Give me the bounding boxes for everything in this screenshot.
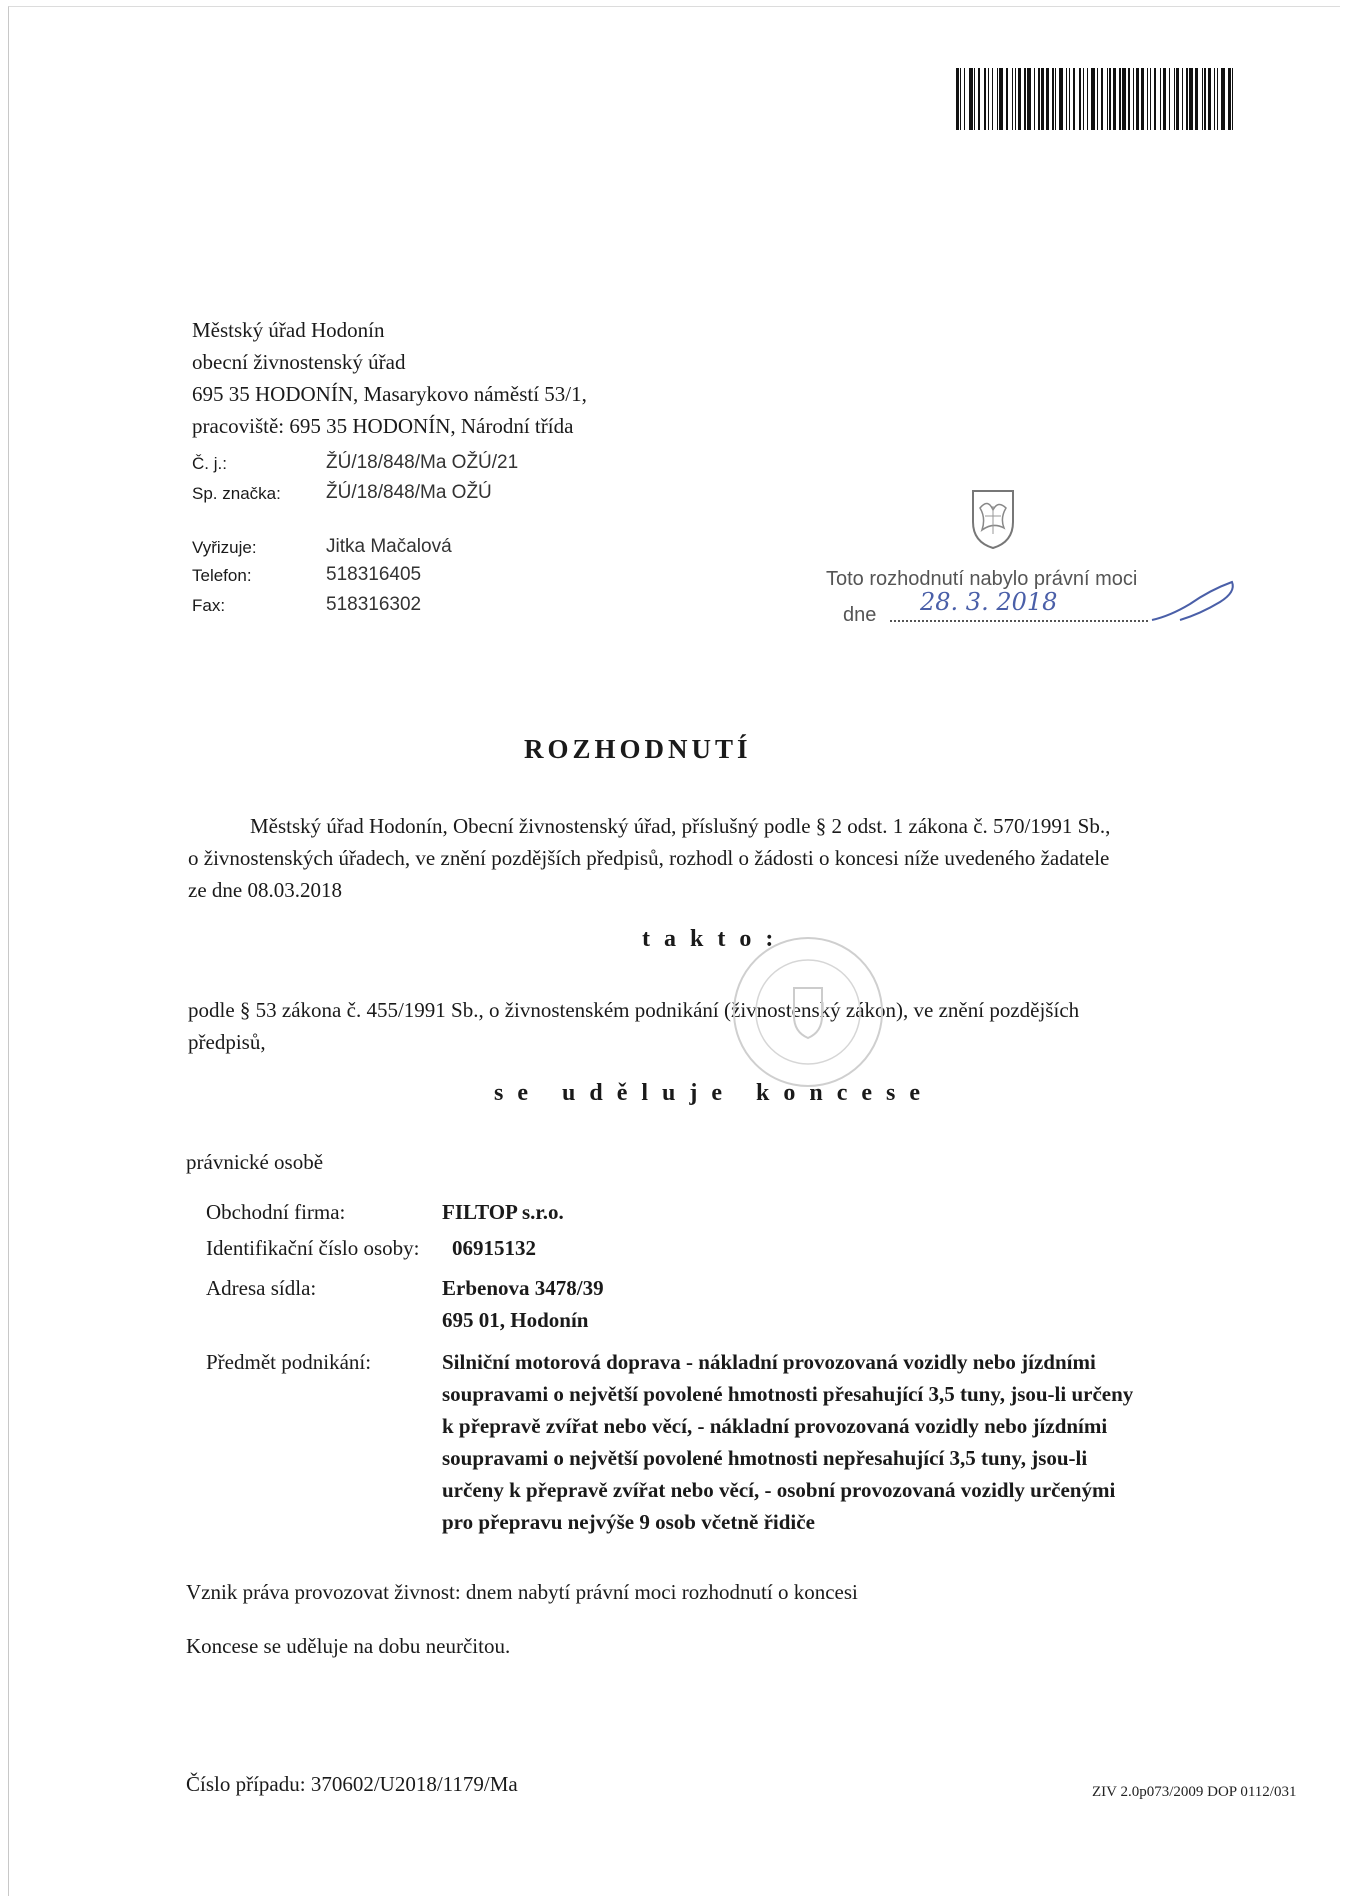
date-dotted-line xyxy=(890,620,1148,622)
barcode-bar xyxy=(1046,68,1049,130)
intro-line-1: Městský úřad Hodonín, Obecní živnostenský úřad, příslušný podle § 2 odst. 1 zákona č. 570/1991 Sb., xyxy=(250,814,1111,838)
barcode-bar xyxy=(960,68,961,130)
barcode-bar xyxy=(999,68,1003,130)
barcode-bar xyxy=(978,68,981,130)
barcode-bar xyxy=(1069,68,1070,130)
fax-label: Fax: xyxy=(192,596,226,615)
barcode-bar xyxy=(1154,68,1157,130)
ico-label: Identifikační číslo osoby: xyxy=(206,1236,420,1260)
barcode-bar xyxy=(988,68,989,130)
barcode-bar xyxy=(1038,68,1039,130)
barcode-bar xyxy=(1221,68,1225,130)
barcode-bar xyxy=(1147,68,1148,130)
doba-koncese: Koncese se uděluje na dobu neurčitou. xyxy=(186,1634,511,1658)
office-address: 695 35 HODONÍN, Masarykovo náměstí 53/1, xyxy=(192,382,587,406)
barcode-bar xyxy=(1195,68,1198,130)
barcode-bar xyxy=(1186,68,1187,130)
vyrizuje-label: Vyřizuje: xyxy=(192,538,257,557)
barcode-bar xyxy=(1091,68,1095,130)
firma-value: FILTOP s.r.o. xyxy=(442,1200,564,1224)
sp-label: Sp. značka: xyxy=(192,484,281,503)
predmet-label: Předmět podnikání: xyxy=(206,1350,372,1374)
law-line-1: podle § 53 zákona č. 455/1991 Sb., o živnostenském podnikání (živnostenský zákon), ve znění pozdějších xyxy=(188,998,1080,1022)
vyrizuje-value: Jitka Mačalová xyxy=(326,536,452,557)
barcode-bar xyxy=(1217,68,1218,130)
barcode-bar xyxy=(1163,68,1167,130)
barcode-bar xyxy=(1133,68,1134,130)
takto-heading: takto: xyxy=(642,926,788,952)
adresa-label: Adresa sídla: xyxy=(206,1276,317,1300)
firma-label: Obchodní firma: xyxy=(206,1200,346,1224)
barcode-bar xyxy=(1119,68,1120,130)
barcode-bar xyxy=(1122,68,1126,130)
cj-label: Č. j.: xyxy=(192,454,227,473)
grant-heading: se uděluje koncese xyxy=(494,1080,934,1106)
barcode-bar xyxy=(1109,68,1110,130)
barcode-bar xyxy=(1006,68,1009,130)
barcode-bar xyxy=(1087,68,1088,130)
barcode-bar xyxy=(1041,68,1044,130)
predmet-line: soupravami o největší povolené hmotnosti nepřesahující 3,5 tuny, jsou-li xyxy=(442,1446,1088,1470)
entity-type: právnické osobě xyxy=(186,1150,324,1174)
cj-value: ŽÚ/18/848/Ma OŽÚ/21 xyxy=(326,452,519,473)
signature-scribble xyxy=(1150,576,1240,626)
barcode-bar xyxy=(1128,68,1129,130)
barcode-bar xyxy=(1113,68,1116,130)
barcode-bar xyxy=(1073,68,1076,130)
law-line-2: předpisů, xyxy=(188,1030,266,1054)
telefon-label: Telefon: xyxy=(192,566,252,585)
barcode-bar xyxy=(1052,68,1053,130)
telefon-value: 518316405 xyxy=(326,564,422,585)
handwritten-date: 28. 3. 2018 xyxy=(920,588,1058,616)
ico-value: 06915132 xyxy=(452,1236,536,1260)
form-code: ZIV 2.0p073/2009 DOP 0112/031 xyxy=(1092,1784,1297,1800)
barcode-bar xyxy=(974,68,975,130)
barcode-bar xyxy=(1202,68,1203,130)
barcode-bar xyxy=(1182,68,1183,130)
barcode-bar xyxy=(1141,68,1144,130)
barcode-bar xyxy=(1015,68,1016,130)
barcode-bar xyxy=(997,68,998,130)
barcode-bar xyxy=(984,68,987,130)
barcode-bar xyxy=(1232,68,1233,130)
legal-force-date-label: dne xyxy=(843,604,877,626)
barcode-bar xyxy=(1034,68,1035,130)
barcode-bar xyxy=(1083,68,1084,130)
office-name: Městský úřad Hodonín xyxy=(192,318,385,342)
sp-value: ŽÚ/18/848/Ma OŽÚ xyxy=(326,482,492,503)
barcode-bar xyxy=(1214,68,1215,130)
office-workplace: pracoviště: 695 35 HODONÍN, Národní třída xyxy=(192,414,574,438)
barcode-bar xyxy=(1055,68,1056,130)
barcode-bar xyxy=(1169,68,1170,130)
barcode-bar xyxy=(1176,68,1179,130)
official-round-stamp xyxy=(724,928,892,1096)
barcode-bar xyxy=(1204,68,1205,130)
barcode-bar xyxy=(1097,68,1098,130)
barcode-bar xyxy=(1107,68,1108,130)
predmet-line: Silniční motorová doprava - nákladní provozovaná vozidly nebo jízdními xyxy=(442,1350,1096,1374)
barcode-bar xyxy=(1208,68,1211,130)
barcode-bar xyxy=(1079,68,1082,130)
barcode-bar xyxy=(1228,68,1231,130)
predmet-line: určeny k přepravě zvířat nebo věcí, - osobní provozovaná vozidly určenými xyxy=(442,1478,1116,1502)
barcode-bar xyxy=(964,68,965,130)
barcode-bar xyxy=(1101,68,1104,130)
predmet-line: soupravami o největší povolené hmotnosti přesahující 3,5 tuny, jsou-li určeny xyxy=(442,1382,1134,1406)
intro-line-3: ze dne 08.03.2018 xyxy=(188,878,342,902)
office-department: obecní živnostenský úřad xyxy=(192,350,406,374)
barcode-bar xyxy=(1066,68,1067,130)
adresa-line-2: 695 01, Hodonín xyxy=(442,1308,589,1332)
coat-of-arms-icon xyxy=(970,488,1016,550)
case-number: Číslo případu: 370602/U2018/1179/Ma xyxy=(186,1772,518,1796)
barcode xyxy=(956,68,1236,130)
vznik-prava: Vznik práva provozovat živnost: dnem nabytí právní moci rozhodnutí o koncesi xyxy=(186,1580,858,1604)
barcode-bar xyxy=(1059,68,1063,130)
barcode-bar xyxy=(1018,68,1021,130)
barcode-bar xyxy=(1189,68,1193,130)
predmet-line: pro přepravu nejvýše 9 osob včetně řidiče xyxy=(442,1510,815,1534)
barcode-bar xyxy=(956,68,959,130)
predmet-line: k přepravě zvířat nebo věcí, - nákladní provozovaná vozidly nebo jízdními xyxy=(442,1414,1108,1438)
intro-line-2: o živnostenských úřadech, ve znění pozdějších předpisů, rozhodl o žádosti o koncesi níže uvedeného žadatele xyxy=(188,846,1110,870)
adresa-line-1: Erbenova 3478/39 xyxy=(442,1276,604,1300)
document-title: ROZHODNUTÍ xyxy=(524,734,752,764)
barcode-bar xyxy=(1024,68,1025,130)
barcode-bar xyxy=(992,68,993,130)
barcode-bar xyxy=(1160,68,1161,130)
barcode-bar xyxy=(1136,68,1139,130)
barcode-bar xyxy=(969,68,973,130)
fax-value: 518316302 xyxy=(326,594,422,615)
legal-force-stamp: Toto rozhodnutí nabylo právní moci xyxy=(826,568,1138,590)
barcode-bar xyxy=(1027,68,1031,130)
barcode-bar xyxy=(1174,68,1175,130)
barcode-bar xyxy=(1150,68,1151,130)
barcode-bar xyxy=(1012,68,1013,130)
